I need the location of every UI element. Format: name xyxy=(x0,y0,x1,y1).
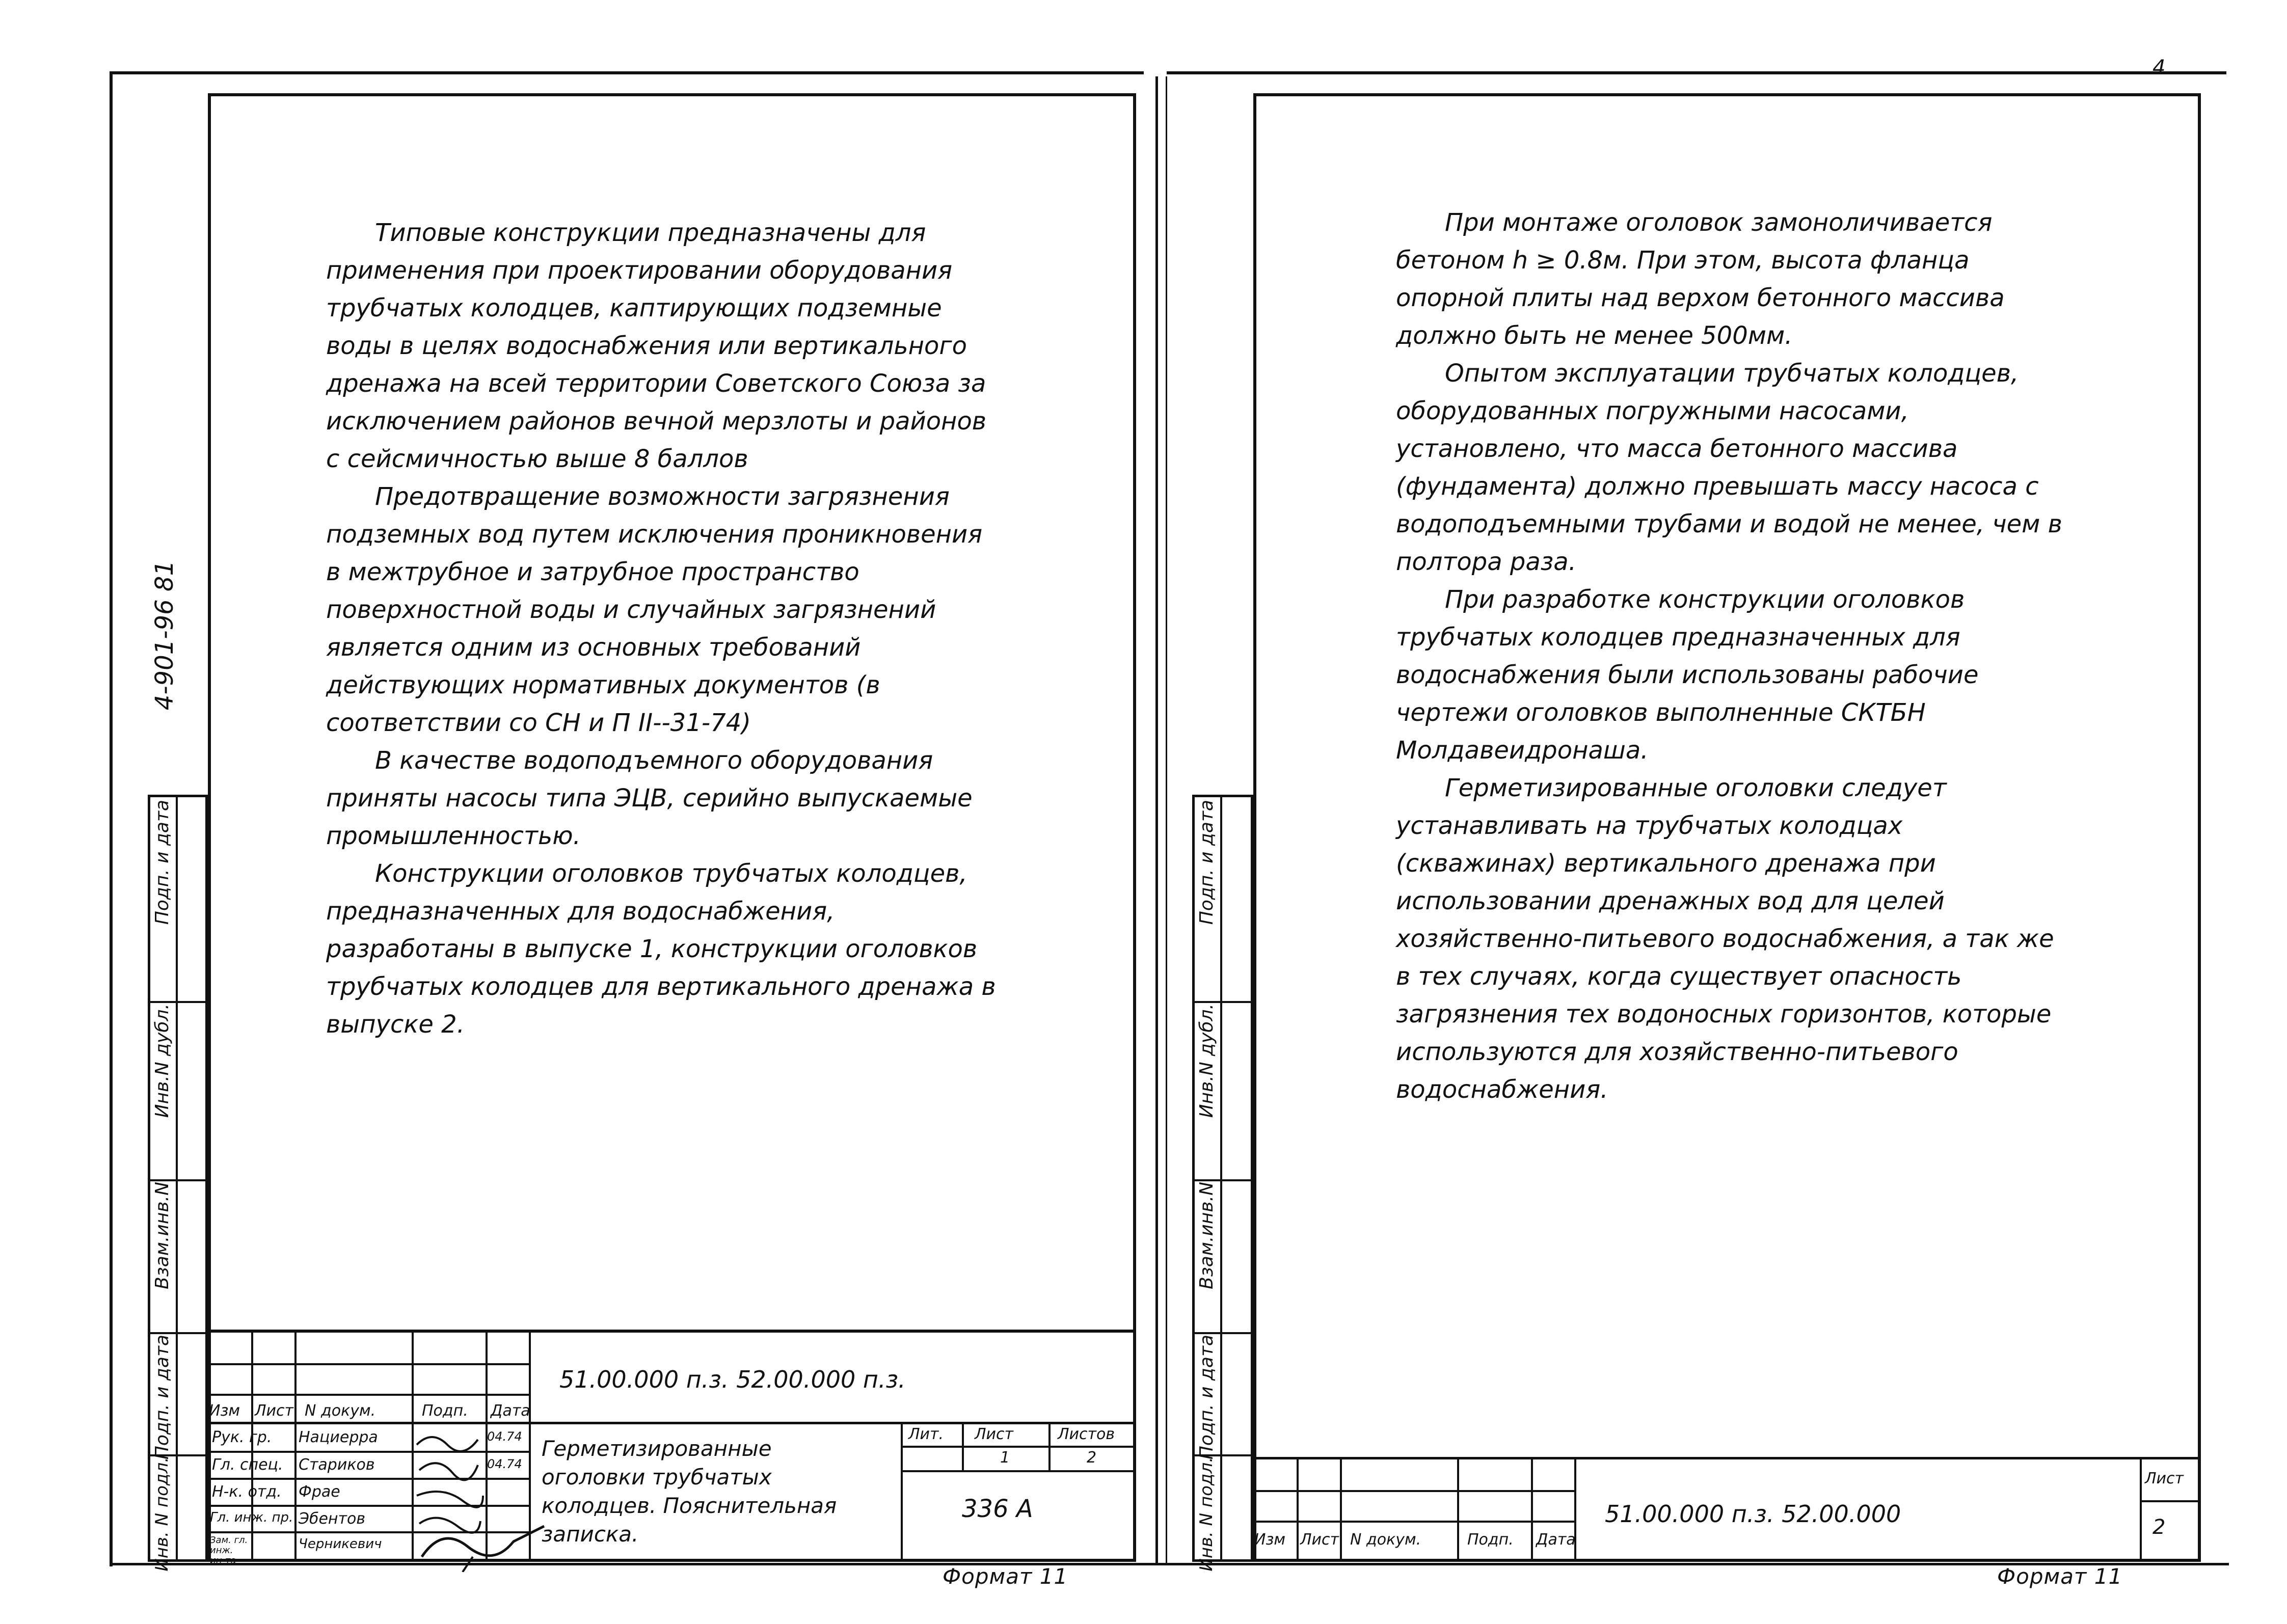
signer-role: Гл. инж. пр. xyxy=(210,1510,293,1525)
side-label: Подп. и дата xyxy=(152,1335,173,1460)
archive-stamp-code: 4-901-96 81 xyxy=(150,560,179,711)
page-top-line-left xyxy=(110,71,1144,74)
sheet-divider xyxy=(1155,76,1158,1564)
paragraph: Предотвращение возможности загрязнения подземных вод путем исключения проникновения в межтрубное и затрубное пространство поверхностной воды и случайных загрязнений является одним из основных требований действующих нормативных документов (в соответствии со СН и П II--31-74) xyxy=(326,482,983,737)
left-title-block xyxy=(208,1330,1136,1566)
signer-date: 04.74 xyxy=(487,1429,522,1444)
paragraph: При разработке конструкции оголовков трубчатых колодцев предназначенных для водоснабжения были использованы рабочие чертежи оголовков выполненные СКТБН Молдавеидронаша. xyxy=(1396,585,1979,765)
col-header: Лист xyxy=(1300,1531,1339,1549)
col-header: Подп. xyxy=(1467,1531,1514,1549)
side-label: Подп. и дата xyxy=(1196,1335,1217,1460)
col-header: N докум. xyxy=(1350,1531,1421,1549)
right-body-text xyxy=(1396,204,2068,1108)
paragraph: Типовые конструкции предназначены для применения при проектировании оборудования трубчатых колодцев, каптирующих подземные воды в целях водоснабжения или вертикального дренажа на всей территории Советского Союза за исключением районов вечной мерзлоты и районов с сейсмичностью выше 8 баллов xyxy=(326,219,987,473)
sheets-value: 2 xyxy=(1087,1449,1097,1467)
signer-role: Рук. гр. xyxy=(212,1428,272,1446)
side-label: Инв. N подл. xyxy=(152,1457,172,1572)
paragraph: При монтаже оголовок замоноличивается бетоном h ≥ 0.8м. При этом, высота фланца опорной плиты над верхом бетонного массива должно быть не менее 500мм. xyxy=(1396,208,2005,350)
signer-name: Стариков xyxy=(299,1456,375,1474)
document-title: Герметизированные оголовки трубчатых колодцев. Пояснительная записка. xyxy=(542,1436,837,1547)
side-label: Инв. N подл. xyxy=(1196,1457,1217,1572)
page-top-line-right xyxy=(1167,71,2226,74)
paragraph: Конструкции оголовков трубчатых колодцев, предназначенных для водоснабжения, разработаны в выпуске 1, конструкции оголовков трубчатых колодцев для вертикального дренажа в выпуске 2. xyxy=(326,859,996,1039)
sheet-divider-2 xyxy=(1166,76,1167,1564)
col-header: Дата xyxy=(491,1402,530,1420)
col-header: Лист xyxy=(255,1402,294,1420)
signer-name: Нациерра xyxy=(299,1428,378,1446)
col-header: Подп. xyxy=(422,1402,468,1420)
side-label: Инв.N дубл. xyxy=(152,1004,173,1118)
doc-code: 51.00.000 п.з. 52.00.000 xyxy=(1605,1500,1901,1528)
signer-role: Н-к. отд. xyxy=(212,1483,282,1501)
side-label: Подп. и дата xyxy=(1196,800,1217,925)
format-label: Формат 11 xyxy=(943,1564,1068,1589)
side-label: Взам.инв.N xyxy=(152,1182,173,1290)
signer-name: Эбентов xyxy=(299,1510,366,1528)
sheets-label: Листов xyxy=(1058,1425,1115,1443)
col-header: Дата xyxy=(1536,1531,1576,1549)
paragraph: Опытом эксплуатации трубчатых колодцев, оборудованных погружными насосами, установлено, что масса бетонного массива (фундамента) должно превышать массу насоса с водоподъемными трубами и водой не менее, чем в полтора раза. xyxy=(1396,359,2062,576)
paragraph: Герметизированные оголовки следует устанавливать на трубчатых колодцах (скважинах) вертикального дренажа при использовании дренажных вод для целей хозяйственно-питьевого водоснабжения, а так же в тех случаях, когда существует опасность загрязнения тех водоносных горизонтов, которые используются для хозяйственно-питьевого водоснабжения. xyxy=(1396,774,2054,1104)
paragraph: В качестве водоподъемного оборудования приняты насосы типа ЭЦВ, серийно выпускаемые промышленностью. xyxy=(326,746,973,850)
sheet-label: Лист xyxy=(2145,1470,2184,1487)
sheet-label: Лист xyxy=(975,1425,1014,1443)
doc-code: 51.00.000 п.з. 52.00.000 п.з. xyxy=(559,1366,906,1393)
sheet-value: 2 xyxy=(2153,1515,2166,1539)
signer-name: Черникевич xyxy=(299,1536,382,1552)
left-body-text xyxy=(326,214,999,1043)
col-header: N докум. xyxy=(305,1402,376,1420)
side-label: Инв.N дубл. xyxy=(1196,1004,1217,1118)
corner-page-number: 4 xyxy=(2153,56,2166,79)
format-label: Формат 11 xyxy=(1997,1564,2123,1589)
lit-label: Лит. xyxy=(908,1425,944,1443)
organization-code: 336 А xyxy=(962,1495,1033,1523)
col-header: Изм xyxy=(1254,1531,1286,1549)
side-label: Взам.инв.N xyxy=(1196,1182,1217,1290)
signer-name: Фрае xyxy=(299,1483,340,1501)
signer-date: 04.74 xyxy=(487,1457,522,1471)
side-label: Подп. и дата xyxy=(152,800,173,925)
signer-role: Гл. спец. xyxy=(212,1456,283,1474)
right-title-block xyxy=(1253,1457,2201,1562)
page-left-line xyxy=(110,71,113,1566)
signer-role: Зам. гл. инж. ин-та xyxy=(210,1535,248,1566)
sheet-value: 1 xyxy=(1000,1449,1010,1467)
col-header: Изм xyxy=(209,1402,240,1420)
